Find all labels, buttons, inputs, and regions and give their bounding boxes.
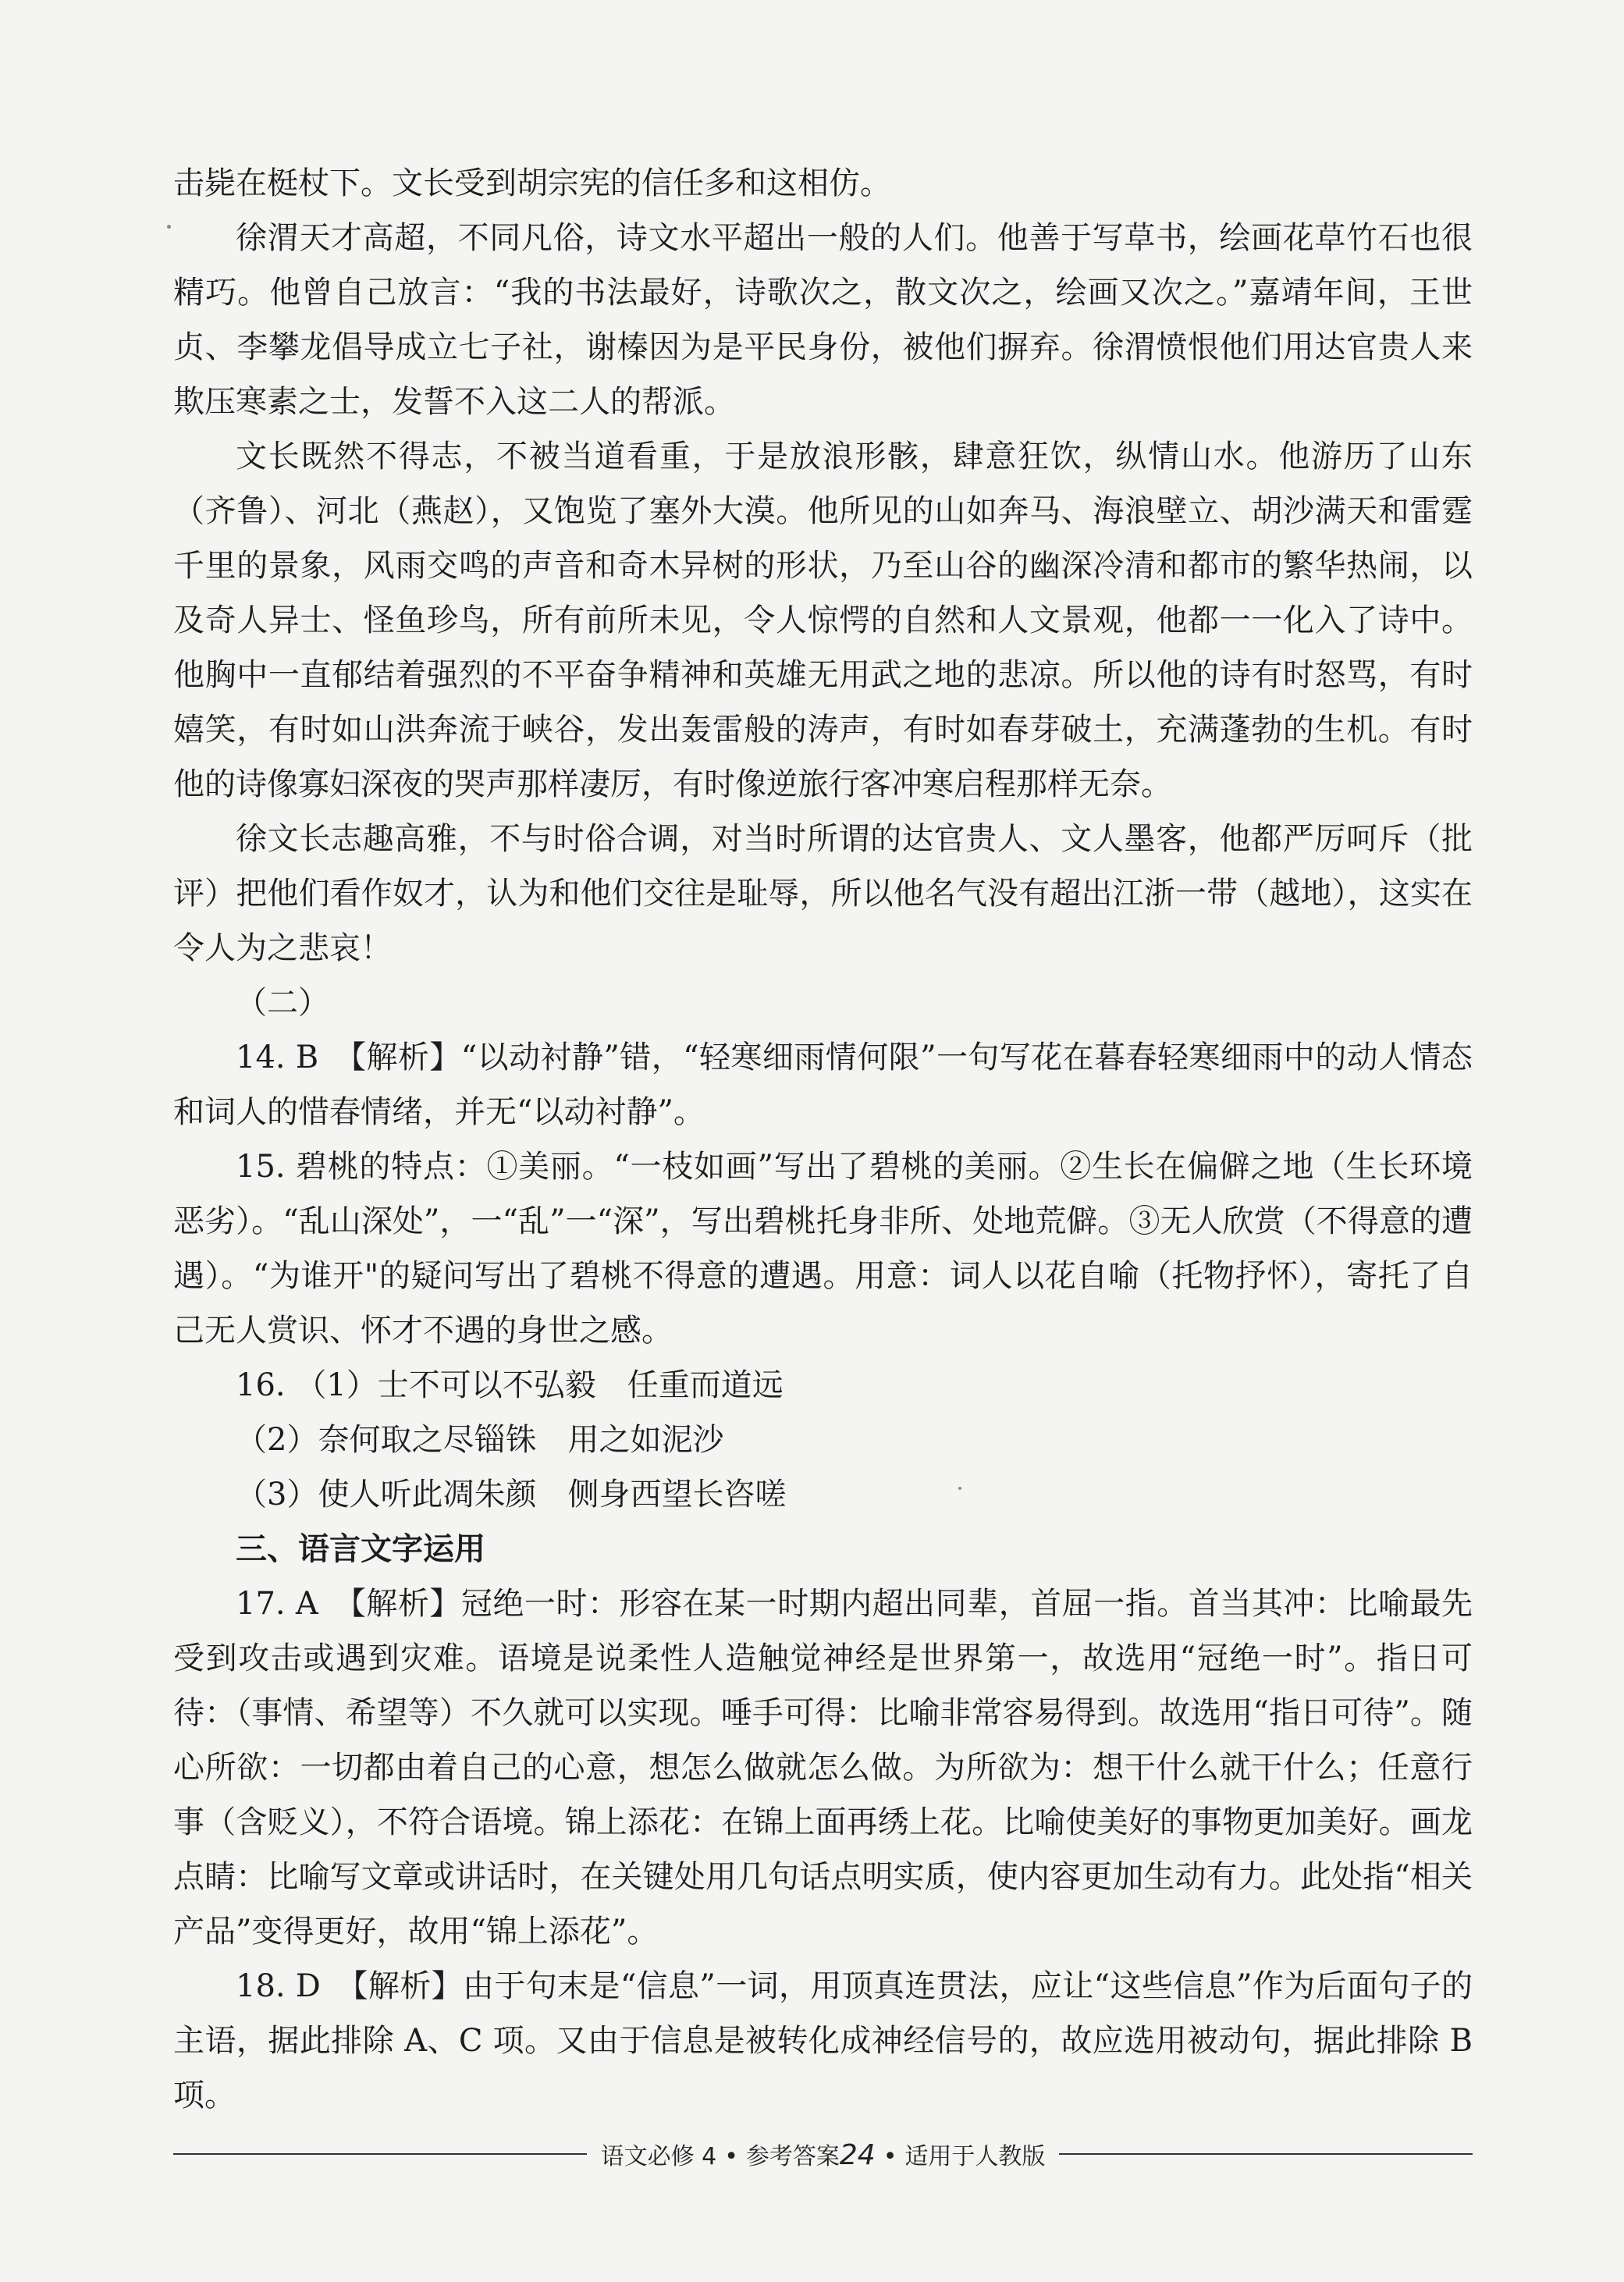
section-marker-2: （二） xyxy=(236,985,329,1021)
section-heading-language-use: 三、语言文字运用 xyxy=(236,1531,485,1567)
paragraph-1: 击毙在梃杖下。文长受到胡宗宪的信任多和这相仿。 xyxy=(173,165,891,201)
footer-rule-right xyxy=(1059,2153,1473,2155)
paragraph-3: 文长既然不得志，不被当道看重，于是放浪形骸，肆意狂饮，纵情山水。他游历了山东（齐鲁）、河北（燕赵），又饱览了塞外大漠。他所见的山如奔马、海浪壁立、胡沙满天和雷霆千里的景象，风雨交鸣的声音和奇木异树的形状，乃至山谷的幽深冷清和都市的繁华热闹，以及奇人异士、怪鱼珍鸟，所有前所未见，令人惊愕的自然和人文景观，他都一一化入了诗中。他胸中一直郁结着强烈的不平奋争精神和英雄无用武之地的悲凉。所以他的诗有时怒骂，有时嬉笑，有时如山洪奔流于峡谷，发出轰雷般的涛声，有时如春芽破土，充满蓬勃的生机。有时他的诗像寡妇深夜的哭声那样凄厉，有时像逆旅行客冲寒启程那样无奈。 xyxy=(173,439,1473,802)
answer-14: 14. B 【解析】“以动衬静”错，“轻寒细雨情何限”一句写花在暮春轻寒细雨中的动人情态和词人的惜春情绪，并无“以动衬静”。 xyxy=(173,1040,1473,1130)
footer-separator-2: • xyxy=(883,2143,897,2170)
answer-16-1: 16. （1）士不可以不弘毅 任重而道远 xyxy=(236,1367,784,1403)
paragraph-4: 徐文长志趣高雅，不与时俗合调，对当时所谓的达官贵人、文人墨客，他都严厉呵斥（批评）把他们看作奴才，认为和他们交往是耻辱，所以他名气没有超出江浙一带（越地），这实在令人为之悲哀！ xyxy=(173,821,1473,966)
footer-separator-1: • xyxy=(724,2143,738,2170)
footer-label xyxy=(587,2137,1060,2171)
footer-edition: 适用于人教版 xyxy=(904,2143,1046,2170)
answer-18: 18. D 【解析】由于句末是“信息”一词，用顶真连贯法，应让“这些信息”作为后面句子的主语，据此排除 A、C 项。又由于信息是被转化成神经信号的，故应选用被动句，据此排除 B 项。 xyxy=(173,1968,1473,2113)
answer-16-2: （2）奈何取之尽锱铢 用之如泥沙 xyxy=(236,1422,724,1458)
document-body xyxy=(173,156,1473,2123)
scan-speck xyxy=(167,225,171,229)
paragraph-2: 徐渭天才高超，不同凡俗，诗文水平超出一般的人们。他善于写草书，绘画花草竹石也很精巧。他曾自己放言：“我的书法最好，诗歌次之，散文次之，绘画又次之。”嘉靖年间，王世贞、李攀龙倡导成立七子社，谢榛因为是平民身份，被他们摒弃。徐渭愤恨他们用达官贵人来欺压寒素之士，发誓不入这二人的帮派。 xyxy=(173,220,1473,420)
page-number: 24 xyxy=(839,2139,876,2171)
footer-subject: 语文必修 4 xyxy=(600,2143,717,2170)
answer-17: 17. A 【解析】冠绝一时：形容在某一时期内超出同辈，首屈一指。首当其冲：比喻最先受到攻击或遇到灾难。语境是说柔性人造触觉神经是世界第一，故选用“冠绝一时”。指日可待：（事情、希望等）不久就可以实现。唾手可得：比喻非常容易得到。故选用“指日可待”。随心所欲：一切都由着自己的心意，想怎么做就怎么做。为所欲为：想干什么就干什么；任意行事（含贬义），不符合语境。锦上添花：在锦上面再绣上花。比喻使美好的事物更加美好。画龙点睛：比喻写文章或讲话时，在关键处用几句话点明实质，使内容更加生动有力。此处指“相关产品”变得更好，故用“锦上添花”。 xyxy=(173,1586,1473,1950)
page-footer xyxy=(173,2134,1473,2174)
footer-answer-label: 参考答案 xyxy=(745,2143,840,2170)
footer-rule-left xyxy=(173,2153,587,2155)
answer-16-3: （3）使人听此凋朱颜 侧身西望长咨嗟 xyxy=(236,1477,787,1512)
scan-speck xyxy=(958,1487,961,1490)
answer-15: 15. 碧桃的特点：①美丽。“一枝如画”写出了碧桃的美丽。②生长在偏僻之地（生长环境恶劣）。“乱山深处”，一“乱”一“深”，写出碧桃托身非所、处地荒僻。③无人欣赏（不得意的遭遇）。“为谁开"的疑问写出了碧桃不得意的遭遇。用意：词人以花自喻（托物抒怀），寄托了自己无人赏识、怀才不遇的身世之感。 xyxy=(173,1149,1473,1349)
